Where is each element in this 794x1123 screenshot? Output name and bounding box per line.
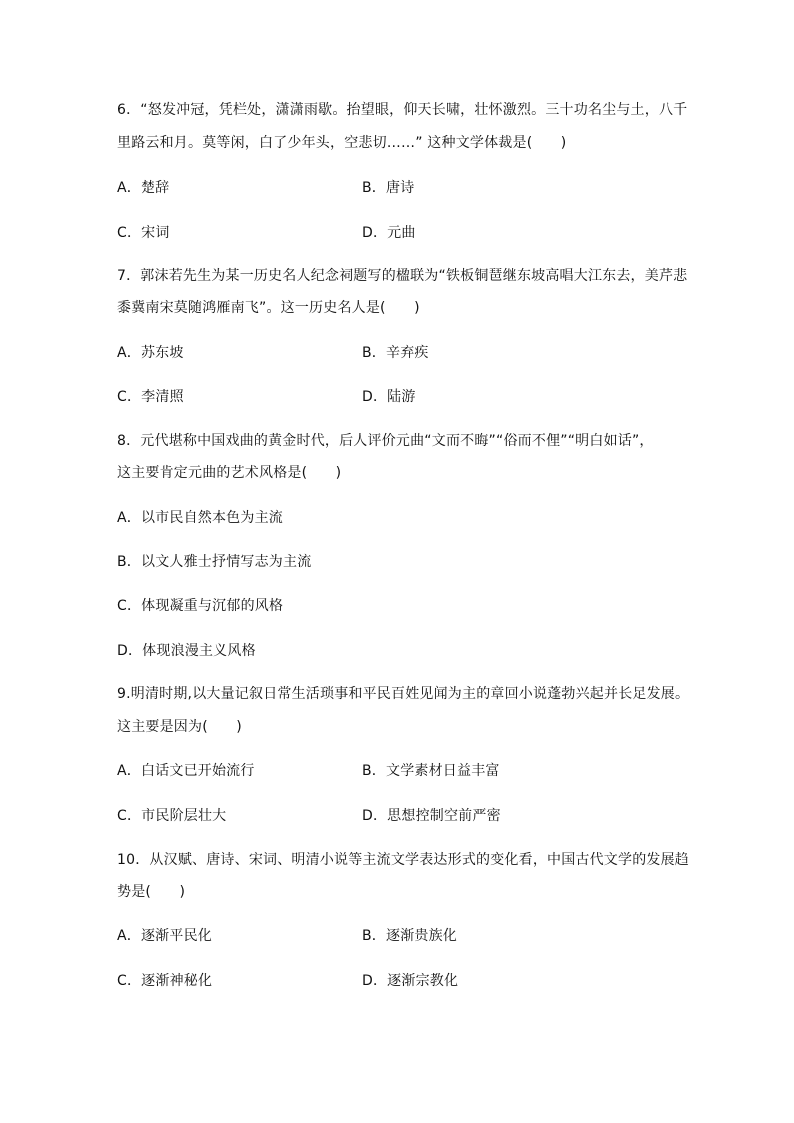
question-7-option-d: D．陆游 — [362, 389, 416, 405]
question-7-option-b: B．辛弃疾 — [362, 345, 429, 361]
question-8-option-a: A．以市民自然本色为主流 — [117, 510, 283, 526]
question-7-stem-line-2: 黍冀南宋莫随鸿雁南飞”。这一历史名人是( ) — [117, 300, 420, 316]
question-10-stem-line-2: 势是( ) — [117, 884, 186, 900]
question-10-option-c: C．逐渐神秘化 — [117, 973, 213, 989]
question-9-option-d: D．思想控制空前严密 — [362, 808, 501, 824]
question-9-option-a: A．白话文已开始流行 — [117, 763, 255, 779]
question-7-option-c: C．李清照 — [117, 389, 184, 405]
question-10-option-a: A．逐渐平民化 — [117, 928, 212, 944]
question-10-option-b: B．逐渐贵族化 — [362, 928, 458, 944]
question-9-stem-line-2: 这主要是因为( ) — [117, 719, 242, 735]
question-6-stem-line-2: 里路云和月。莫等闲，白了少年头，空悲切……” 这种文学体裁是( ) — [117, 135, 567, 151]
question-8-stem-line-1: 8．元代堪称中国戏曲的黄金时代，后人评价元曲“文而不晦”“俗而不俚”“明白如话”， — [117, 433, 654, 449]
question-6-option-a: A．楚辞 — [117, 180, 170, 196]
question-9-stem-line-1: 9.明清时期,以大量记叙日常生活琐事和平民百姓见闻为主的章回小说蓬勃兴起并长足发展。 — [117, 686, 690, 702]
question-6-option-b: B．唐诗 — [362, 180, 415, 196]
question-6-stem-line-1: 6．“怒发冲冠，凭栏处，潇潇雨歇。抬望眼，仰天长啸，壮怀激烈。三十功名尘与土，八千 — [117, 102, 688, 118]
question-8-stem-line-2: 这主要肯定元曲的艺术风格是( ) — [117, 465, 342, 481]
question-9-option-b: B．文学素材日益丰富 — [362, 763, 500, 779]
question-8-option-d: D．体现浪漫主义风格 — [117, 643, 256, 659]
question-8-option-c: C．体现凝重与沉郁的风格 — [117, 598, 284, 614]
question-7-stem-line-1: 7．郭沫若先生为某一历史名人纪念祠题写的楹联为“铁板铜琶继东坡高唱大江东去，美芹悲 — [117, 268, 688, 284]
question-6-option-d: D．元曲 — [362, 225, 416, 241]
question-9-option-c: C．市民阶层壮大 — [117, 808, 227, 824]
question-6-option-c: C．宋词 — [117, 225, 170, 241]
question-8-option-b: B．以文人雅士抒情写志为主流 — [117, 554, 312, 570]
question-10-stem-line-1: 10．从汉赋、唐诗、宋词、明清小说等主流文学表达形式的变化看，中国古代文学的发展趋 — [117, 852, 690, 868]
question-10-option-d: D．逐渐宗教化 — [362, 973, 459, 989]
question-7-option-a: A．苏东坡 — [117, 345, 184, 361]
